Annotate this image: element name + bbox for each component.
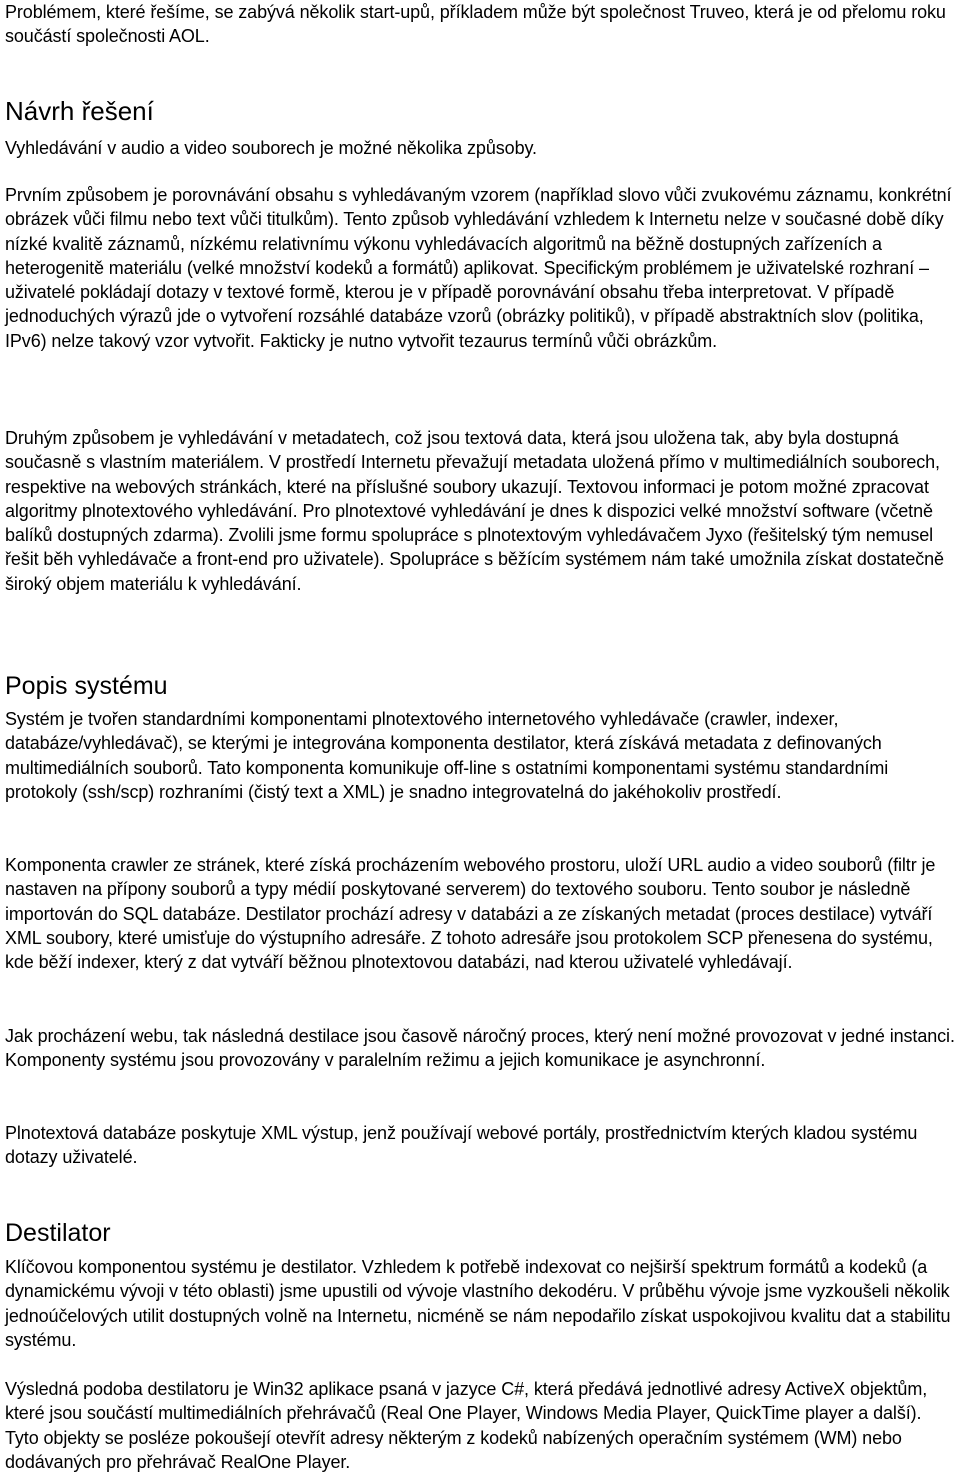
navrh-paragraph-1: Vyhledávání v audio a video souborech je možné několika způsoby. bbox=[5, 138, 537, 158]
navrh-paragraph-3: Druhým způsobem je vyhledávání v metadatech, což jsou textová data, která jsou uložena tak, aby byla dostupná současně s vlastním materiálem. V prostředí Internetu převažují metadata uložená přímo v multimediálních souborech, respektive na webových stránkách, které na příslušné soubory ukazují. Textovou informaci je potom možné zpracovat algoritmy plnotextového vyhledávání. Pro plnotextové vyhledávání je dnes k dispozici velké množství software (včetně balíků dostupných zdarma). Zvolili jsme formu spolupráce s plnotextovým vyhledávačem Jyxo (řešitelský tým nemusel řešit běh vyhledávače a front-end pro uživatele). Spolupráce s běžícím systémem nám také umožnila získat dostatečně široký objem materiálu k vyhledávání. bbox=[5, 428, 944, 594]
destilator-paragraph-2: Výsledná podoba destilatoru je Win32 aplikace psaná v jazyce C#, která předává jednotlivé adresy ActiveX objektům, které jsou součástí multimediálních přehrávačů (Real One Player, Windows Media Player, QuickTime player a další). Tyto objekty se posléze pokoušejí otevřít adresy některým z kodeků nabízených operačním systémem (WM) nebo dodávaných pro přehrávač RealOne Player. bbox=[5, 1379, 928, 1472]
navrh-paragraph-2: Prvním způsobem je porovnávání obsahu s vyhledávaným vzorem (například slovo vůči zvukovému záznamu, konkrétní obrázek vůči filmu nebo text vůči titulkům). Tento způsob vyhledávání vzhledem k Internetu nelze v současné době díky nízké kvalitě záznamů, nízkému relativnímu výkonu vyhledávacích algoritmů na běžně dostupných zařízeních a heterogenitě materiálu (velké množství kodeků a formátů) aplikovat. Specifickým problémem je uživatelské rozhraní – uživatelé pokládají dotazy v textové formě, kterou je v případě porovnávání obsahu třeba interpretovat. V případě jednoduchých výrazů jde o vytvoření rozsáhlé databáze vzorů (obrázky politiků), v případě abstraktních slov (politika, IPv6) nelze takový vzor vytvořit. Fakticky je nutno vytvořit tezaurus termínů vůči obrázkům. bbox=[5, 185, 952, 351]
popis-paragraph-3: Jak procházení webu, tak následná destilace jsou časově náročný proces, který není možné provozovat v jedné instanci. Komponenty systému jsou provozovány v paralelním režimu a jejich komunikace je asynchronní. bbox=[5, 1026, 955, 1071]
intro-paragraph: Problémem, které řešíme, se zabývá několik start-upů, příkladem může být společnost Truveo, která je od přelomu roku součástí společnosti AOL. bbox=[5, 2, 946, 47]
heading-destilator: Destilator bbox=[5, 1219, 111, 1247]
destilator-paragraph-1: Klíčovou komponentou systému je destilator. Vzhledem k potřebě indexovat co nejširší spektrum formátů a kodeků (a dynamickému vývoji v této oblasti) jsme upustili od vývoje vlastního dekodéru. V průběhu vývoje jsme vyzkoušeli několik jednoúčelových utilit dostupných volně na Internetu, nicméně se nám nepodařilo získat uspokojivou kvalitu dat a stabilitu systému. bbox=[5, 1257, 951, 1350]
heading-popis-systemu: Popis systému bbox=[5, 672, 168, 700]
popis-paragraph-2: Komponenta crawler ze stránek, které získá procházením webového prostoru, uloží URL audio a video souborů (filtr je nastaven na přípony souborů a typy médií poskytované serverem) do textového souboru. Tento soubor je následně importován do SQL databáze. Destilator prochází adresy v databázi a ze získaných metadat (proces destilace) vytváří XML soubory, které umisťuje do výstupního adresáře. Z tohoto adresáře jsou protokolem SCP přenesena do systému, kde běží indexer, který z dat vytváří běžnou plnotextovou databázi, nad kterou uživatelé vyhledávají. bbox=[5, 855, 936, 973]
popis-paragraph-4: Plnotextová databáze poskytuje XML výstup, jenž používají webové portály, prostřednictvím kterých kladou systému dotazy uživatelé. bbox=[5, 1123, 918, 1168]
heading-navrh-reseni: Návrh řešení bbox=[5, 96, 154, 126]
popis-paragraph-1: Systém je tvořen standardními komponentami plnotextového internetového vyhledávače (crawler, indexer, databáze/vyhledávač), se kterými je integrována komponenta destilator, která získává metadata z definovaných multimediálních souborů. Tato komponenta komunikuje off-line s ostatními komponentami systému standardními protokoly (ssh/scp) rozhraními (čistý text a XML) je snadno integrovatelná do jakéhokoliv prostředí. bbox=[5, 709, 889, 802]
